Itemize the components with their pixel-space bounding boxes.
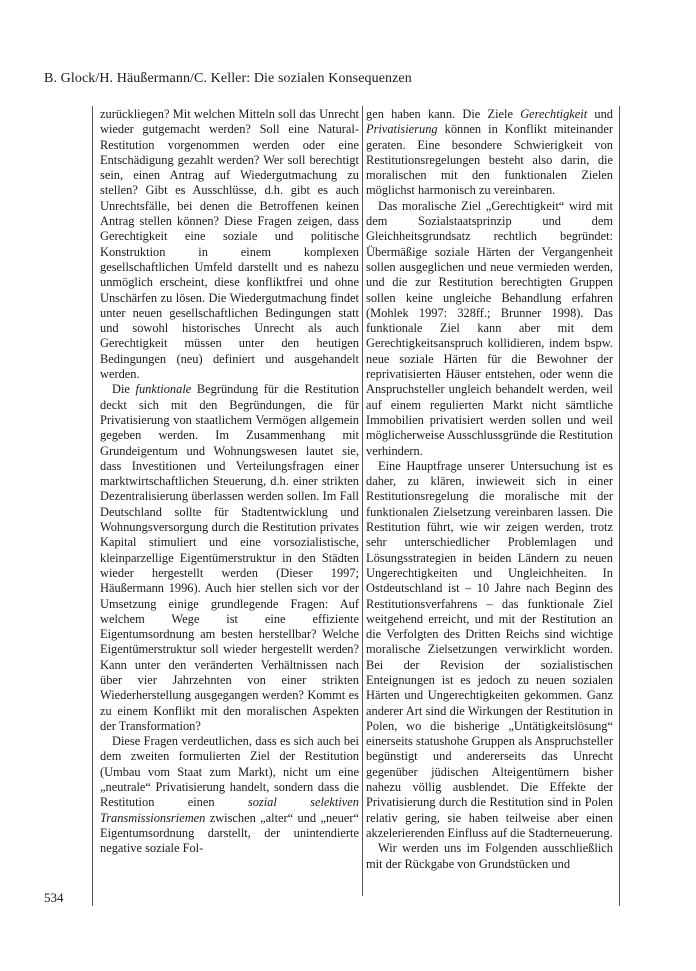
left-margin-rule (92, 106, 93, 906)
text-run: Begründung für die Restitution deckt sich mit den Begründungen, die für Privatisierung von staatlichem Vermögen allgemein gegeben werden. Im Zusammenhang mit Grundeigentum und Wohnungswesen lautet sie, dass Investitionen und Verteilungsfragen einer marktwirtschaftlichen Steuerung, d.h. einer strikten Dezentralisierung überlassen werden sollen. Im Fall Deutschland sollte für Stadtentwicklung und Wohnungsversorgung durch die Restitution privates Kapital stimuliert und eine vorsozialistische, kleinparzellige Eigentümerstruktur in den Städten wieder hergestellt werden (Dieser 1997; Häußermann 1996). Auch hier stellen sich vor der Umsetzung einige grundlegende Fragen: Auf welchem Wege ist eine effiziente Eigentumsordnung am besten herstellbar? Welche Eigentümerstruktur soll wieder hergestellt werden? Kann unter den veränderten Verhältnissen nach über vier Jahrzehnten von einer strikten Wiederherstellung ausgegangen werden? Kommt es zu einem Konflikt mit den moralischen Aspekten der Transformation? (100, 382, 359, 733)
paragraph (100, 382, 359, 734)
right-margin-rule (619, 106, 620, 906)
emphasis: Gerechtigkeit (520, 107, 588, 121)
paragraph (366, 107, 613, 199)
text-run: und (587, 107, 613, 121)
text-run: Diese Fragen verdeutlichen, dass es sich auch bei dem zweiten formulierten Ziel der Restitution (Umbau vom Staat zum Markt), nicht um eine „neutrale“ Privatisierung handelt, sondern dass die Restitution einen (100, 734, 359, 810)
text-run: können in Konflikt miteinander geraten. Eine besondere Schwierigkeit von Restitutionsregelungen besteht also darin, die moralischen mit den funktionalen Zielen möglichst harmonisch zu vereinbaren. (366, 122, 613, 198)
emphasis: Privatisierung (366, 122, 438, 137)
paragraph: zurückliegen? Mit welchen Mitteln soll das Unrecht wieder gutgemacht werden? Soll eine Natural-Restitution vorgenommen werden oder eine Entschädigung gezahlt werden? Wer soll berechtigt sein, einen Antrag auf Wiedergutmachung zu stellen? Gibt es Ausschlüsse, d.h. gibt es auch Unrechtsfälle, bei denen die Betroffenen keinen Antrag stellen können? Diese Fragen zeigen, dass Gerechtigkeit eine soziale und politische Konstruktion in einem komplexen gesellschaftlichen Umfeld darstellt und es nahezu unmöglich erscheint, diese konfliktfrei und ohne Unschärfen zu lösen. Die Wiedergutmachung findet unter neuen gesellschaftlichen Bedingungen statt und sowohl historisches Unrecht als auch Gerechtigkeit müssen unter den heutigen Bedingungen (neu) definiert und ausgehandelt werden. (100, 107, 359, 382)
page-number: 534 (44, 890, 64, 905)
paragraph: Das moralische Ziel „Gerechtigkeit“ wird mit dem Sozialstaatsprinzip und dem Gleichheitsgrundsatz rechtlich begründet: Übermäßige soziale Härten der Vergangenheit sollen ausgeglichen und neue vermieden werden, und die zur Restitution berechtigten Gruppen sollen keine ungleiche Behandlung erfahren (Mohlek 1997: 328ff.; Brunner 1998). Das funktionale Ziel kann aber mit dem Gerechtigkeitsanspruch kollidieren, indem bspw. neue soziale Härten für die Bewohner der reprivatisierten Häuser entstehen, oder wenn die Anspruchsteller ungleich behandelt werden, weil auf einem regulierten Markt nicht sämtliche Immobilien privatisiert werden sollen und weil möglicherweise Ausschlussgründe die Restitution verhindern. (366, 198, 613, 458)
text-run: Die (112, 382, 136, 397)
paragraph (100, 734, 359, 856)
emphasis: funktionale (135, 382, 192, 397)
text-run: gen haben kann. Die Ziele (366, 107, 521, 121)
left-column (100, 107, 359, 857)
paragraph: Wir werden uns im Folgenden ausschließlich mit der Rückgabe von Grundstücken und (366, 841, 613, 871)
paragraph: Eine Hauptfrage unserer Untersuchung ist es daher, zu klären, inwieweit sich in einer Restitutionsregelung die moralische mit der funktionalen Zielsetzung vereinbaren lassen. Die Restitution führt, wie wir zeigen werden, trotz sehr unterschiedlicher Problemlagen und Lösungsstrategien in beiden Ländern zu neuen Ungerechtigkeiten und Ungleichheiten. In Ostdeutschland ist – 10 Jahre nach Beginn des Restitutionsverfahrens – das funktionale Ziel weitgehend erreicht, und mit der Restitution an die Verfolgten des Dritten Reichs sind wichtige moralische Zielsetzungen verwirklicht worden. Bei der Revision der sozialistischen Enteignungen ist es jedoch zu neuen sozialen Härten und Ungerechtigkeiten gekommen. Ganz anderer Art sind die Wirkungen der Restitution in Polen, wo die bisherige „Untätigkeitslösung“ einerseits statushohe Gruppen als Anspruchsteller begünstigt und andererseits das Unrecht gegenüber jüdischen Alteigentümern bisher nahezu völlig ausblendet. Die Effekte der Privatisierung durch die Restitution sind in Polen relativ gering, sie haben teilweise aber einen akzelerierenden Einfluss auf die Stadterneuerung. (366, 458, 613, 840)
running-header: B. Glock/H. Häußermann/C. Keller: Die sozialen Konsequenzen (44, 71, 412, 86)
right-column (366, 107, 613, 872)
column-separator-rule (362, 106, 363, 896)
emphasis: sozial selektiven Transmissionsriemen (100, 795, 359, 825)
text-run: zwischen „alter“ und „neuer“ Eigentumsordnung darstellt, der unintendierte negative soziale Fol- (100, 810, 359, 856)
